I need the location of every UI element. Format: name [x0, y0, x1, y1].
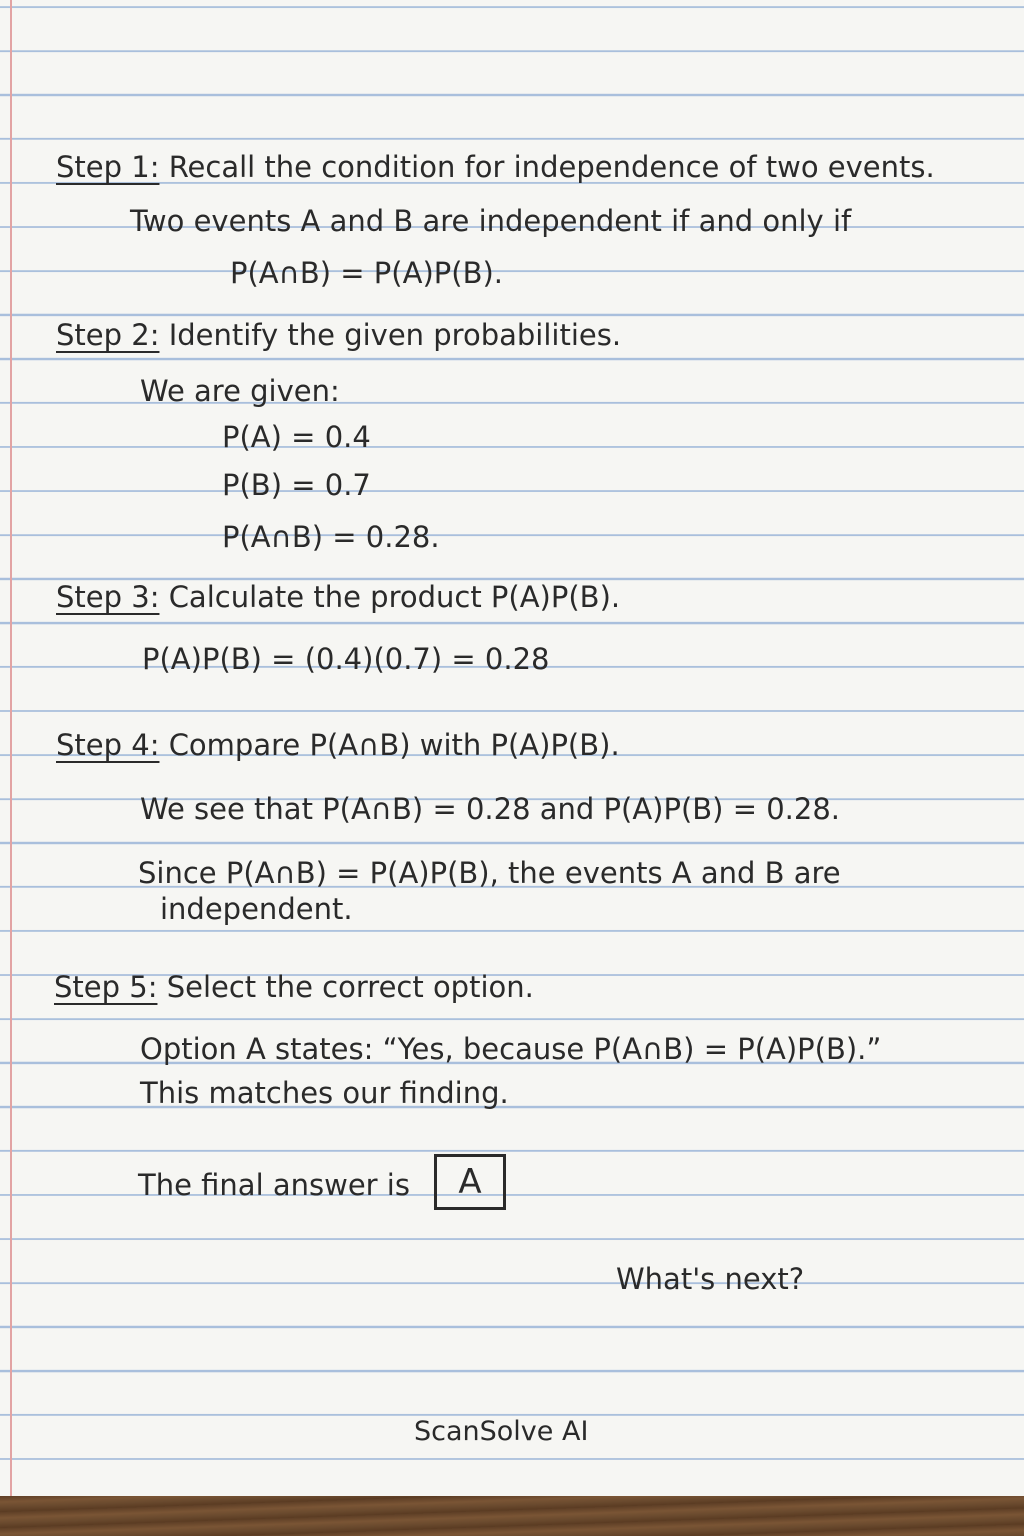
- step1-formula: P(A∩B) = P(A)P(B).: [230, 256, 503, 290]
- step5-line1: Option A states: “Yes, because P(A∩B) = P(A)P(B).”: [140, 1032, 882, 1066]
- step4-title: Compare P(A∩B) with P(A)P(B).: [168, 728, 620, 762]
- wood-table-edge: [0, 1496, 1024, 1536]
- step5-line2: This matches our finding.: [140, 1076, 509, 1110]
- step2-label: Step 2:: [56, 318, 160, 352]
- step2-intro: We are given:: [140, 374, 340, 408]
- step4-line3: independent.: [160, 892, 353, 926]
- given-pb: P(B) = 0.7: [222, 468, 371, 502]
- brand-footer: ScanSolve AI: [414, 1416, 589, 1447]
- step1-label: Step 1:: [56, 150, 160, 184]
- whats-next-link[interactable]: What's next?: [616, 1262, 805, 1296]
- step4-label: Step 4:: [56, 728, 160, 762]
- final-answer-box: [434, 1154, 506, 1210]
- step3-label: Step 3:: [56, 580, 160, 614]
- step1-title: Recall the condition for independence of two events.: [168, 150, 935, 184]
- step5-label: Step 5:: [54, 970, 158, 1004]
- step4-line1: We see that P(A∩B) = 0.28 and P(A)P(B) = 0.28.: [140, 792, 841, 826]
- final-answer-prefix: The final answer is: [138, 1168, 410, 1202]
- margin-line: [10, 0, 12, 1496]
- step5-heading: [54, 970, 534, 1004]
- step4-heading: [56, 728, 620, 762]
- given-pab: P(A∩B) = 0.28.: [222, 520, 440, 554]
- step1-line1: Two events A and B are independent if and only if: [130, 204, 852, 238]
- step2-title: Identify the given probabilities.: [168, 318, 622, 352]
- final-answer-value: A: [458, 1162, 482, 1202]
- given-pa: P(A) = 0.4: [222, 420, 371, 454]
- step5-title: Select the correct option.: [166, 970, 534, 1004]
- step1-heading: [56, 150, 935, 184]
- step3-calculation: P(A)P(B) = (0.4)(0.7) = 0.28: [142, 642, 550, 676]
- step3-title: Calculate the product P(A)P(B).: [168, 580, 621, 614]
- step4-line2: Since P(A∩B) = P(A)P(B), the events A and B are: [138, 856, 841, 890]
- step3-heading: [56, 580, 620, 614]
- step2-heading: [56, 318, 621, 352]
